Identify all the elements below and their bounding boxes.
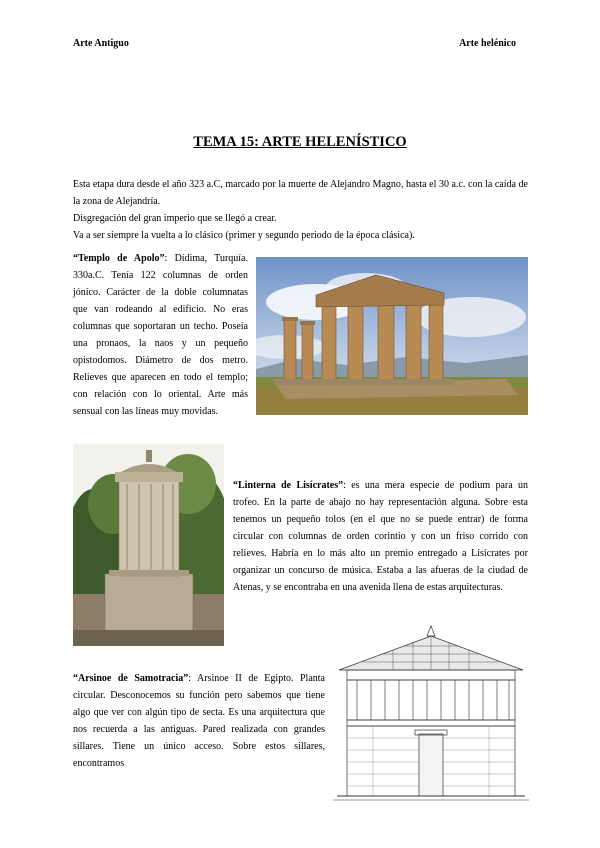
arsinoe-body: : Arsinoe II de Egipto. Planta circular. Desconocemos su función pero sabemos que tiene algo que ver con algún tipo de secta. Es una arquitectura que nos recuerda a las antiguas. Pared realizada con grandes sillares. Tiene un único acceso. Sobre estos sillares, encontramos xyxy=(73,673,325,769)
lysicrates-monument-photo xyxy=(73,444,224,646)
header-left: Arte Antiguo xyxy=(73,38,129,49)
apolo-description xyxy=(73,250,248,420)
arsinoe-heading: “Arsinoe de Samotracia” xyxy=(73,673,189,684)
apolo-heading: “Templo de Apolo” xyxy=(73,253,165,264)
intro-section xyxy=(73,176,528,244)
apolo-body: : Dídima, Turquía. 330a.C. Tenía 122 columnas de orden jónico. Carácter de la doble columnatas que van rodeando al edificio. No eras columnas que soportaran un techo. Poseía una pronaos, la naos y un pequeño opistodomos. Diámetro de dos metro. Relieves que aparecen en todo el templo; con relación con lo oriental. Arte más sensual con las líneas muy movidas. xyxy=(73,253,248,417)
intro-paragraph-3: Va a ser siempre la vuelta a lo clásico (primer y segundo periodo de la época clásica). xyxy=(73,230,415,241)
temple-apollo-photo xyxy=(256,257,528,415)
intro-paragraph-1: Esta etapa dura desde el año 323 a.C, marcado por la muerte de Alejandro Magno, hasta el 30 a.c. con la caída de la zona de Alejandría. xyxy=(73,179,528,207)
lysicrates-heading: “Linterna de Lisícrates” xyxy=(233,480,344,491)
arsinoeion-drawing xyxy=(333,622,529,806)
intro-paragraph-2: Disgregación del gran imperio que se llegó a crear. xyxy=(73,213,277,224)
arsinoe-description xyxy=(73,670,325,772)
lysicrates-description xyxy=(233,477,528,596)
lysicrates-body: : es una mera especie de podium para un trofeo. En la parte de abajo no hay representación alguna. Sobre esta tenemos un pequeño tolos (en el que no se puede entrar) de forma circular con columnas de orden corintio y con un friso corrido con relieves. Habría en lo más alto un premio entregado a Lisícrates por organizar un concurso de música. Estaba a las afueras de la ciudad de Atenas, y se encontraba en una avenida llena de estas arquitecturas. xyxy=(233,480,528,593)
page-title: TEMA 15: ARTE HELENÍSTICO xyxy=(193,134,407,150)
header-right: Arte helénico xyxy=(459,38,516,49)
